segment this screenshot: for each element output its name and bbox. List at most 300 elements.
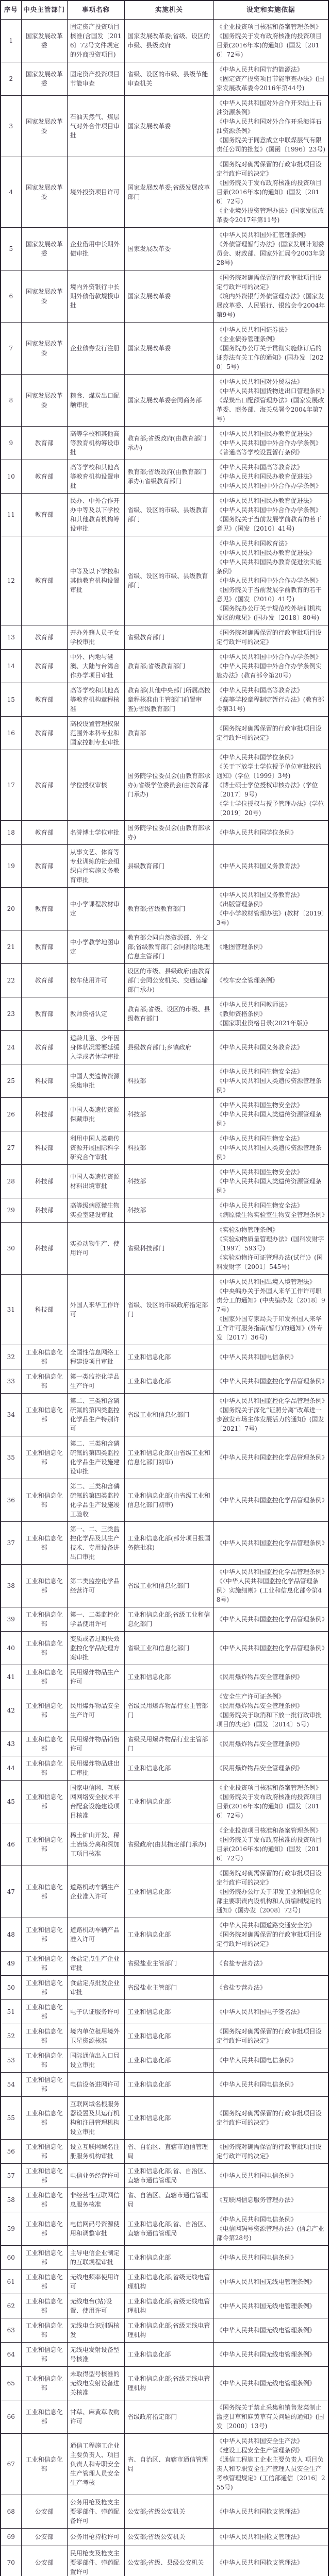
row-item-name: 食盐定点批发企业审批 bbox=[67, 1975, 124, 1999]
basis-line: 《中华人民共和国民办教育促进法实施条例》 bbox=[216, 558, 322, 575]
row-department: 工业和信息化部 bbox=[21, 1689, 67, 1732]
row-agency: 科技部 bbox=[125, 1064, 214, 1097]
row-number: 62 bbox=[1, 2294, 21, 2318]
table-row bbox=[1, 2318, 328, 2342]
row-item-name: 境内外资银行中长期外债借款规模审批 bbox=[67, 270, 124, 322]
row-number: 49 bbox=[1, 1951, 21, 1975]
table-row bbox=[1, 1975, 328, 1999]
row-number: 3 bbox=[1, 95, 21, 157]
basis-line: 《境内外资银行外债管理办法》(国家发展改革委、人民银行、银监会令2004年第9号) bbox=[216, 292, 325, 318]
row-department: 工业和信息化部 bbox=[21, 1631, 67, 1665]
row-number: 66 bbox=[1, 2400, 21, 2433]
row-item-name: 适龄儿童、少年因身体状况需要延缓入学或者休学审批 bbox=[67, 1030, 124, 1064]
row-basis bbox=[213, 2212, 328, 2245]
basis-line: 《企业债券管理条例》 bbox=[216, 335, 278, 343]
row-agency: 工业和信息化部;省、自治区、直辖市通信管理局 bbox=[125, 2212, 214, 2245]
row-basis bbox=[213, 2366, 328, 2400]
row-basis bbox=[213, 2096, 328, 2139]
row-basis bbox=[213, 963, 328, 997]
row-basis bbox=[213, 1780, 328, 1823]
basis-line: 《中华人民共和国生物安全法》 bbox=[216, 1201, 303, 1209]
table-row bbox=[1, 1097, 328, 1131]
row-item-name: 第二、三类和含磷硫氟的第四类监控化学品生产设施建设审批 bbox=[67, 1436, 124, 1479]
row-number: 68 bbox=[1, 2495, 21, 2528]
row-agency: 工业和信息化部 bbox=[125, 2024, 214, 2048]
row-agency: 教育部 bbox=[125, 716, 214, 750]
row-number: 46 bbox=[1, 1823, 21, 1866]
row-item-name: 公务用枪持枪许可 bbox=[67, 2528, 124, 2546]
basis-line: 《中华人民共和国电子签名法》 bbox=[216, 2008, 303, 2015]
basis-line: 《中华人民共和国中外合作办学条例》 bbox=[216, 482, 322, 489]
row-agency: 工业和信息化部 bbox=[125, 1999, 214, 2024]
row-number: 32 bbox=[1, 1345, 21, 1369]
row-agency: 工业和信息化部 bbox=[125, 1918, 214, 1951]
row-number: 64 bbox=[1, 2342, 21, 2366]
row-department: 工业和信息化部 bbox=[21, 2318, 67, 2342]
table-row bbox=[1, 1999, 328, 2024]
table-row bbox=[1, 1198, 328, 1222]
row-number: 63 bbox=[1, 2318, 21, 2342]
row-basis bbox=[213, 1030, 328, 1064]
table-row bbox=[1, 2495, 328, 2528]
basis-line: 《中华人民共和国生物安全法》 bbox=[216, 1168, 303, 1176]
row-basis bbox=[213, 1131, 328, 1164]
row-basis bbox=[213, 1689, 328, 1732]
basis-line: 《〈中华人民共和国监控化学品管理条例〉实施细则》(工业和信息化部令第48号) bbox=[216, 1577, 322, 1603]
basis-line: 《中华人民共和国学位条例》 bbox=[216, 753, 297, 761]
row-department: 工业和信息化部 bbox=[21, 2366, 67, 2400]
table-row bbox=[1, 157, 328, 227]
row-item-name: 第一、二、三类监控化学品及其生产技术、专用设备进出口审批 bbox=[67, 1521, 124, 1564]
basis-line: 《中华人民共和国电信条例》 bbox=[216, 2056, 297, 2064]
row-basis bbox=[213, 1665, 328, 1689]
basis-line: 《互联网信息服务管理办法》 bbox=[216, 2196, 297, 2204]
row-item-name: 无线电台(站)设置、使用许可 bbox=[67, 2294, 124, 2318]
basis-line: 《中华人民共和国无线电管理条例》 bbox=[216, 2379, 316, 2387]
basis-line: 《国务院办公厅关于印发工业和信息化部主要职责内设机构和人员编制规定的通知》(国办发〔2008〕72号) bbox=[216, 1888, 322, 1914]
row-department: 工业和信息化部 bbox=[21, 2072, 67, 2096]
basis-line: 《食盐专营办法》 bbox=[216, 1959, 266, 1967]
row-agency: 省级民用爆炸物品行业主管部门 bbox=[125, 1689, 214, 1732]
table-row bbox=[1, 2212, 328, 2245]
basis-line: 《企业境外投资管理办法》(国家发展改革委令2017年第11号) bbox=[216, 207, 324, 224]
row-agency: 省级政府指定部门 bbox=[125, 2400, 214, 2433]
row-basis bbox=[213, 1436, 328, 1479]
basis-line: 《中华人民共和国电信条例》 bbox=[216, 2215, 297, 2223]
row-item-name: 公务用枪及枪支主要零部件、弹药配备许可 bbox=[67, 2495, 124, 2528]
basis-line: 《国务院关于深化“证照分离”改革进一步激发市场主体发展活力的通知》(国发〔2021〕7号) bbox=[216, 1406, 324, 1432]
basis-line: 《中华人民共和国生物安全法》 bbox=[216, 1067, 303, 1075]
row-number: 55 bbox=[1, 2096, 21, 2139]
row-basis bbox=[213, 2318, 328, 2342]
row-department: 教育部 bbox=[21, 750, 67, 820]
row-number: 45 bbox=[1, 1780, 21, 1823]
row-department: 教育部 bbox=[21, 536, 67, 625]
row-agency: 工业和信息化部 bbox=[125, 1665, 214, 1689]
basis-line: 《中华人民共和国无线电管理条例》 bbox=[216, 2278, 316, 2285]
row-item-name: 电信网码号资源使用和调整审批 bbox=[67, 2212, 124, 2245]
table-row bbox=[1, 2048, 328, 2072]
row-item-name: 稀土矿山开发、稀土冶炼分离和深加工项目核准 bbox=[67, 1823, 124, 1866]
row-number: 53 bbox=[1, 2048, 21, 2072]
basis-line: 《国家职业资格目录(2021年版)》 bbox=[216, 1019, 311, 1027]
row-number: 39 bbox=[1, 1607, 21, 1631]
table-row bbox=[1, 1866, 328, 1918]
basis-line: 《中华人民共和国监控化学品管理条例》 bbox=[216, 1615, 328, 1623]
row-basis bbox=[213, 2546, 328, 2576]
row-basis bbox=[213, 1732, 328, 1756]
basis-line: 《国务院关于发布政府核准的投资项目目录(2016年本)的通知》(国发〔2016〕72号) bbox=[216, 179, 322, 205]
row-agency: 工业和信息化部;省级工业和信息化部门 bbox=[125, 1607, 214, 1631]
basis-line: 《通信工程施工企业主要负责人 项目负责人和专职安全生产管理人员安全生产考核管理规定》(工信部通信〔2016〕255号) bbox=[216, 2455, 325, 2491]
row-number: 1 bbox=[1, 19, 21, 62]
row-number: 43 bbox=[1, 1732, 21, 1756]
row-number: 17 bbox=[1, 750, 21, 820]
row-item-name: 从事文艺、体育等专业训练的社会组织自行实施义务教育审批 bbox=[67, 844, 124, 887]
basis-line: 《中华人民共和国民办教育促进法》 bbox=[216, 472, 316, 480]
row-basis bbox=[213, 820, 328, 844]
row-basis bbox=[213, 2024, 328, 2048]
row-department: 工业和信息化部 bbox=[21, 2163, 67, 2188]
row-department: 工业和信息化部 bbox=[21, 2096, 67, 2139]
row-basis bbox=[213, 2294, 328, 2318]
row-number: 52 bbox=[1, 2024, 21, 2048]
row-agency: 教育部;省级、设区的市级、县级教育部门 bbox=[125, 997, 214, 1030]
table-row bbox=[1, 750, 328, 820]
row-item-name: 无线电频率使用许可 bbox=[67, 2269, 124, 2294]
row-basis bbox=[213, 1918, 328, 1951]
basis-line: 《中华人民共和国电信条例》 bbox=[216, 2253, 297, 2261]
table-body bbox=[1, 19, 328, 2576]
row-agency: 省级、设区的市级、县级节能审查机关 bbox=[125, 62, 214, 95]
row-basis bbox=[213, 1479, 328, 1521]
row-department: 国家发展改革委 bbox=[21, 157, 67, 227]
row-item-name: 高等学校和其他高等教育机构章程核准 bbox=[67, 683, 124, 716]
table-row bbox=[1, 2245, 328, 2269]
basis-line: 《国务院对确需保留的行政审批项目设定行政许可的决定》 bbox=[216, 274, 322, 291]
row-number: 67 bbox=[1, 2433, 21, 2495]
row-agency: 工业和信息化部(由省级工业和信息化部门初审) bbox=[125, 1436, 214, 1479]
row-item-name: 电子认证服务许可 bbox=[67, 1999, 124, 2024]
row-number: 41 bbox=[1, 1665, 21, 1689]
row-department: 教育部 bbox=[21, 930, 67, 963]
row-basis bbox=[213, 2163, 328, 2188]
row-department: 公安部 bbox=[21, 2528, 67, 2546]
row-agency: 国家发展改革委 bbox=[125, 322, 214, 374]
row-agency: 省级工业和信息化部门 bbox=[125, 1564, 214, 1607]
row-basis bbox=[213, 1164, 328, 1198]
table-row bbox=[1, 62, 328, 95]
table-row bbox=[1, 2366, 328, 2400]
basis-line: 《中华人民共和国人类遗传资源管理条例》 bbox=[216, 1177, 322, 1194]
basis-line: 《中华人民共和国监控化学品管理条例》 bbox=[216, 1496, 328, 1504]
table-row bbox=[1, 1164, 328, 1198]
row-item-name: 国家电信网、互联网网络安全技术平台配套设施建设项目核准 bbox=[67, 1780, 124, 1823]
row-basis bbox=[213, 2048, 328, 2072]
basis-line: 《国务院对确需保留的行政审批项目设定行政许可的决定》 bbox=[216, 2109, 322, 2126]
table-row bbox=[1, 1521, 328, 1564]
basis-line: 《中华人民共和国义务教育法》 bbox=[216, 891, 303, 899]
row-agency: 工业和信息化部 bbox=[125, 1756, 214, 1780]
basis-line: 《固定资产投资项目节能审查办法》(国家发展改革委令2016年第44号) bbox=[216, 75, 324, 92]
column-header-number: 序号 bbox=[1, 1, 21, 19]
row-agency: 国务院学位委员会(由教育部承办) bbox=[125, 820, 214, 844]
basis-line: 《民用爆炸物品安全管理条例》 bbox=[216, 1673, 303, 1681]
basis-line: 《国务院关于发布政府核准的投资项目目录(2016年本)的通知》(国发〔2016〕72号) bbox=[216, 1836, 322, 1862]
row-basis bbox=[213, 2188, 328, 2212]
row-number: 31 bbox=[1, 1274, 21, 1345]
row-item-name: 民办、中外合作开办中等及以下学校和其他教育机构筹设审批 bbox=[67, 493, 124, 536]
basis-line: 《中华人民共和国民办教育促进法》 bbox=[216, 430, 316, 437]
row-department: 教育部 bbox=[21, 963, 67, 997]
row-basis bbox=[213, 1631, 328, 1665]
row-agency: 省级、设区的市级、县级教育部门 bbox=[125, 493, 214, 536]
row-agency: 公安部;省级公安机关 bbox=[125, 2495, 214, 2528]
basis-line: 《出版管理条例》 bbox=[216, 900, 266, 908]
row-department: 工业和信息化部 bbox=[21, 1780, 67, 1823]
basis-line: 《中华人民共和国义务教育法》 bbox=[216, 1043, 303, 1051]
row-item-name: 企业借用中长期外债审批 bbox=[67, 227, 124, 270]
table-row bbox=[1, 1030, 328, 1064]
row-item-name: 教师资格认定 bbox=[67, 997, 124, 1030]
basis-line: 《国务院对确需保留的行政审批项目设定行政许可的决定》 bbox=[216, 629, 322, 646]
row-basis bbox=[213, 2245, 328, 2269]
row-number: 10 bbox=[1, 460, 21, 493]
row-basis bbox=[213, 1521, 328, 1564]
basis-line: 《中华人民共和国对外合作开采陆上石油资源条例》 bbox=[216, 99, 322, 116]
row-agency: 县级教育部门;乡镇政府 bbox=[125, 1030, 214, 1064]
basis-line: 《实验动物质量管理办法》(国科发财字〔1997〕593号) bbox=[216, 1235, 324, 1252]
basis-line: 《教师资格条例》 bbox=[216, 1010, 266, 1018]
row-number: 15 bbox=[1, 683, 21, 716]
basis-line: 《外债管理暂行办法》(国家发展计划委员会、财政部、国家外汇局令2003年第28号) bbox=[216, 240, 325, 266]
row-agency: 工业和信息化部 bbox=[125, 1369, 214, 1393]
row-agency: 国家发展改革委 bbox=[125, 227, 214, 270]
row-number: 38 bbox=[1, 1564, 21, 1607]
header-row bbox=[1, 1, 328, 19]
row-number: 2 bbox=[1, 62, 21, 95]
row-agency: 工业和信息化部 bbox=[125, 2048, 214, 2072]
row-basis bbox=[213, 997, 328, 1030]
row-item-name: 中国人类遗传资源材料出境审批 bbox=[67, 1164, 124, 1198]
row-item-name: 高等学校和其他高等教育机构设置审批 bbox=[67, 460, 124, 493]
row-item-name: 石油天然气、煤层气对外合作项目审批 bbox=[67, 95, 124, 157]
basis-line: 《民用爆炸物品安全管理条例》 bbox=[216, 1702, 303, 1709]
row-department: 公安部 bbox=[21, 2495, 67, 2528]
basis-line: 《中华人民共和国中外合作办学条例》 bbox=[216, 439, 322, 447]
basis-line: 《国务院办公厅关于贯彻实施修订后的证券法有关工作的通知》(国办发〔2020〕5号) bbox=[216, 344, 324, 370]
row-number: 70 bbox=[1, 2546, 21, 2576]
row-department: 教育部 bbox=[21, 997, 67, 1030]
row-item-name: 民用爆炸物品销售许可 bbox=[67, 1732, 124, 1756]
row-department: 工业和信息化部 bbox=[21, 1564, 67, 1607]
row-number: 27 bbox=[1, 1131, 21, 1164]
row-agency: 省、自治区、直辖市通信管理局 bbox=[125, 2433, 214, 2495]
row-item-name: 粮食、煤炭出口配额审批 bbox=[67, 374, 124, 426]
basis-line: 《建设工程安全生产管理条例》 bbox=[216, 2446, 303, 2454]
row-item-name: 变质或者过期失效监控化学品处理方案审批 bbox=[67, 1631, 124, 1665]
row-department: 工业和信息化部 bbox=[21, 2139, 67, 2163]
row-agency: 工业和信息化部 bbox=[125, 1780, 214, 1823]
row-item-name: 设立互联网域名注册服务机构审批 bbox=[67, 2139, 124, 2163]
row-number: 36 bbox=[1, 1479, 21, 1521]
row-agency: 省级盐业主管部门 bbox=[125, 1975, 214, 1999]
basis-line: 《国务院对确需保留的行政审批项目设定行政许可的决定》 bbox=[216, 2143, 322, 2160]
row-number: 56 bbox=[1, 2139, 21, 2163]
row-item-name: 外国人来华工作许可 bbox=[67, 1274, 124, 1345]
row-department: 国家发展改革委 bbox=[21, 374, 67, 426]
basis-line: 《普通高等学校设置暂行条例》 bbox=[216, 448, 303, 456]
row-item-name: 非经营性互联网信息服务核准 bbox=[67, 2188, 124, 2212]
row-basis bbox=[213, 322, 328, 374]
row-agency: 科技部 bbox=[125, 1198, 214, 1222]
table-row bbox=[1, 2433, 328, 2495]
row-department: 工业和信息化部 bbox=[21, 1665, 67, 1689]
basis-line: 《中华人民共和国监控化学品管理条例》 bbox=[216, 1568, 328, 1575]
basis-line: 《国务院关于禁止采集和销售发菜制止滥挖甘草和麻黄草有关问题的通知》(国发〔2000〕13号) bbox=[216, 2403, 324, 2430]
row-department: 科技部 bbox=[21, 1064, 67, 1097]
table-row bbox=[1, 887, 328, 930]
row-department: 国家发展改革委 bbox=[21, 19, 67, 62]
table-row bbox=[1, 649, 328, 683]
basis-line: 《国务院对确需保留的行政审批项目设定行政许可的决定》 bbox=[216, 1930, 322, 1947]
basis-line: 《中华人民共和国中外合作办学条例》 bbox=[216, 506, 322, 514]
row-department: 教育部 bbox=[21, 716, 67, 750]
row-item-name: 第一类监控化学品生产许可 bbox=[67, 1369, 124, 1393]
row-department: 工业和信息化部 bbox=[21, 2024, 67, 2048]
basis-line: 《高等学校章程制定暂行办法》(教育部令第31号) bbox=[216, 696, 324, 713]
row-basis bbox=[213, 716, 328, 750]
table-row bbox=[1, 2139, 328, 2163]
row-department: 科技部 bbox=[21, 1222, 67, 1274]
row-department: 工业和信息化部 bbox=[21, 2048, 67, 2072]
row-number: 5 bbox=[1, 227, 21, 270]
table-row bbox=[1, 322, 328, 374]
table-row bbox=[1, 374, 328, 426]
row-basis bbox=[213, 2400, 328, 2433]
row-number: 37 bbox=[1, 1521, 21, 1564]
table-row bbox=[1, 1756, 328, 1780]
row-department: 工业和信息化部 bbox=[21, 1369, 67, 1393]
row-item-name: 无线电发射设备型号核准 bbox=[67, 2342, 124, 2366]
row-basis bbox=[213, 62, 328, 95]
row-number: 4 bbox=[1, 157, 21, 227]
row-basis bbox=[213, 1198, 328, 1222]
table-row bbox=[1, 19, 328, 62]
row-agency: 教育部;省级教育部门 bbox=[125, 887, 214, 930]
row-department: 科技部 bbox=[21, 1274, 67, 1345]
row-department: 工业和信息化部 bbox=[21, 1756, 67, 1780]
row-department: 教育部 bbox=[21, 844, 67, 887]
basis-line: 《中华人民共和国出境入境管理法》 bbox=[216, 1278, 316, 1285]
row-basis bbox=[213, 95, 328, 157]
row-number: 60 bbox=[1, 2245, 21, 2269]
row-basis bbox=[213, 683, 328, 716]
basis-line: 《中华人民共和国中外合作办学条例》 bbox=[216, 577, 322, 584]
row-basis bbox=[213, 227, 328, 270]
basis-line: 《民用爆炸物品安全管理条例》 bbox=[216, 1740, 303, 1748]
row-basis bbox=[213, 844, 328, 887]
row-item-name: 国际通信出入口局设立审批 bbox=[67, 2048, 124, 2072]
row-agency: 科技部 bbox=[125, 1164, 214, 1198]
table-row bbox=[1, 227, 328, 270]
row-agency: 公安部;省级公安机关 bbox=[125, 2528, 214, 2546]
row-agency: 省级盐业主管部门 bbox=[125, 1951, 214, 1975]
row-number: 8 bbox=[1, 374, 21, 426]
basis-line: 《中华人民共和国人类遗传资源管理条例》 bbox=[216, 1077, 322, 1094]
row-department: 国家发展改革委 bbox=[21, 270, 67, 322]
basis-line: 《中华人民共和国民办教育促进法》 bbox=[216, 497, 316, 504]
row-agency: 国务院学位委员会(由教育部承办);省级学位委员会(由教育部门承办) bbox=[125, 750, 214, 820]
row-number: 47 bbox=[1, 1866, 21, 1918]
row-department: 工业和信息化部 bbox=[21, 2212, 67, 2245]
table-row bbox=[1, 625, 328, 649]
row-number: 23 bbox=[1, 997, 21, 1030]
basis-line: 《中华人民共和国外汇管理条例》 bbox=[216, 231, 309, 239]
table-row bbox=[1, 1607, 328, 1631]
row-number: 65 bbox=[1, 2366, 21, 2400]
row-number: 40 bbox=[1, 1631, 21, 1665]
basis-line: 《企业投资项目核准和备案管理条例》 bbox=[216, 1826, 322, 1834]
basis-line: 《中华人民共和国监控化学品管理条例》 bbox=[216, 1453, 328, 1461]
row-agency: 省级政府(由其指定部门承办) bbox=[125, 1823, 214, 1866]
row-number: 16 bbox=[1, 716, 21, 750]
row-item-name: 互联网域名根服务器设置及其运行机构和注册管理机构设立审批 bbox=[67, 2096, 124, 2139]
row-basis bbox=[213, 2269, 328, 2294]
basis-line: 《中华人民共和国货物进出口管理条例》 bbox=[216, 387, 328, 395]
basis-line: 《国务院关于发布政府核准的投资项目目录(2016年本)的通知》(国发〔2016〕72号) bbox=[216, 1793, 322, 1819]
row-department: 工业和信息化部 bbox=[21, 1479, 67, 1521]
row-item-name: 利用中国人类遗传资源开展国际科学研究合作审批 bbox=[67, 1131, 124, 1164]
row-item-name: 中外、内地与港澳、大陆与台湾合作办学项目审批 bbox=[67, 649, 124, 683]
row-item-name: 企业债券发行注册 bbox=[67, 322, 124, 374]
row-agency: 国家发展改革委;省级、设区的市级、县级政府 bbox=[125, 19, 214, 62]
table-row bbox=[1, 2024, 328, 2048]
row-number: 59 bbox=[1, 2212, 21, 2245]
row-department: 教育部 bbox=[21, 460, 67, 493]
row-basis bbox=[213, 930, 328, 963]
row-item-name: 民用爆炸物品安全生产许可 bbox=[67, 1689, 124, 1732]
basis-line: 《关于下放学士学位授予单位审批权的通知》(学位〔1999〕3号) bbox=[216, 762, 322, 779]
basis-line: 《中华人民共和国教育法》 bbox=[216, 539, 291, 547]
row-agency: 国家发展改革委 bbox=[125, 95, 214, 157]
basis-line: 《实验动物许可证管理办法(试行)》(国科发财字〔2001〕545号) bbox=[216, 1253, 323, 1270]
basis-line: 《国务院关于当前发展学前教育的若干意见》(国发〔2010〕41号) bbox=[216, 586, 322, 603]
table-row bbox=[1, 536, 328, 625]
row-agency: 工业和信息化部 bbox=[125, 2245, 214, 2269]
row-number: 20 bbox=[1, 887, 21, 930]
basis-line: 《病原微生物实验室生物安全管理条例》 bbox=[216, 1211, 328, 1218]
row-agency: 省、自治区、直辖市通信管理局 bbox=[125, 2188, 214, 2212]
row-basis bbox=[213, 2072, 328, 2096]
row-number: 33 bbox=[1, 1369, 21, 1393]
row-department: 工业和信息化部 bbox=[21, 1436, 67, 1479]
row-item-name: 民用枪支及枪支主要零部件、弹药配置许可 bbox=[67, 2546, 124, 2576]
row-number: 28 bbox=[1, 1164, 21, 1198]
row-number: 44 bbox=[1, 1756, 21, 1780]
row-item-name: 固定资产投资项目节能审查 bbox=[67, 62, 124, 95]
row-basis bbox=[213, 493, 328, 536]
row-number: 51 bbox=[1, 1999, 21, 2024]
row-agency: 工业和信息化部 bbox=[125, 2096, 214, 2139]
table-row bbox=[1, 270, 328, 322]
row-department: 工业和信息化部 bbox=[21, 1999, 67, 2024]
row-item-name: 高等级病原微生物实验室建设审批 bbox=[67, 1198, 124, 1222]
row-item-name: 民用爆炸物品生产许可 bbox=[67, 1665, 124, 1689]
row-item-name: 主导电信企业制定的互联规程审批 bbox=[67, 2245, 124, 2269]
row-agency: 省、自治区、直辖市通信管理局 bbox=[125, 2139, 214, 2163]
row-department: 工业和信息化部 bbox=[21, 1345, 67, 1369]
